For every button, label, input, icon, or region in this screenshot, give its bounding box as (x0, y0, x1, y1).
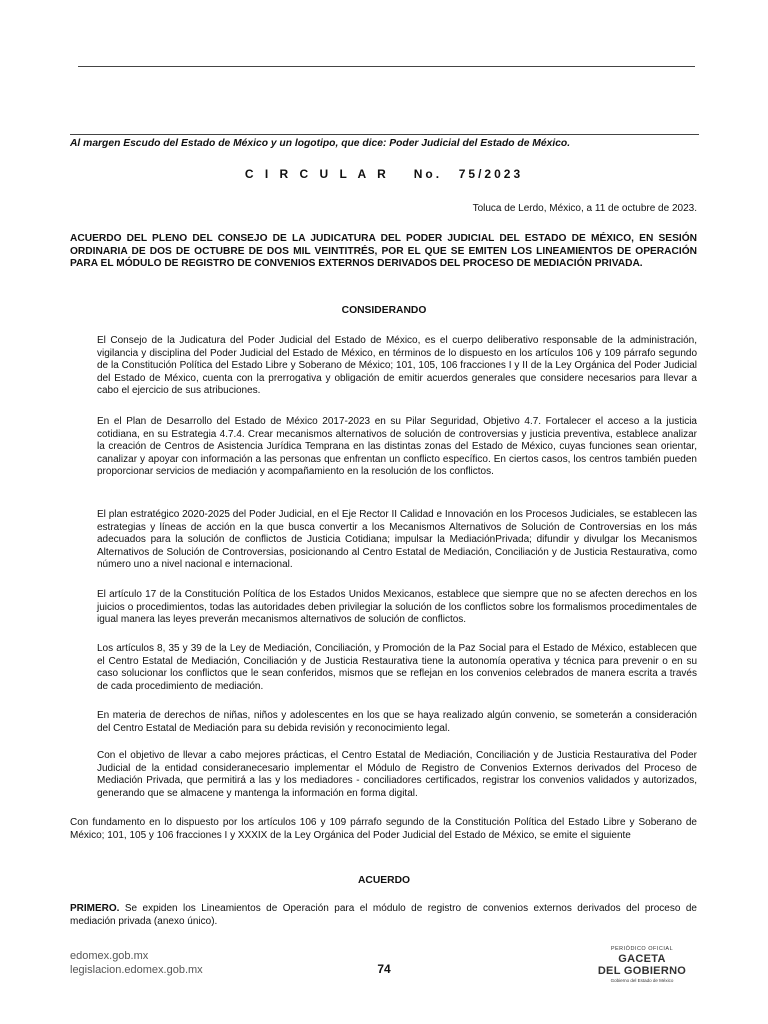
logo-line-2: DEL GOBIERNO (597, 965, 687, 977)
logo-top-text: PERIÓDICO OFICIAL (610, 946, 674, 952)
primero-paragraph (70, 903, 697, 928)
paragraph-7: Con el objetivo de llevar a cabo mejores prácticas, el Centro Estatal de Mediación, Conciliación y de Justicia Restaurativa del Poder Judicial de la entidad consideranecesario implementar el Módulo de Registro de Convenios Externos derivados del Proceso de Mediación Privada, que permitirá a las y los mediadores - conciliadores certificados, registrar los convenios validados y autorizados, generando que se almacene y mantenga la información en forma digital. (97, 750, 697, 799)
logo-bottom-text: Gobierno del Estado de México (610, 978, 674, 983)
footer-site-link[interactable]: legislacion.edomex.gob.mx (70, 963, 203, 976)
agreement-title: ACUERDO DEL PLENO DEL CONSEJO DE LA JUDICATURA DEL PODER JUDICIAL DEL ESTADO DE MÉXICO, EN SESIÓN ORDINARIA DE DOS DE OCTUBRE DE DOS MIL VEINTITRÉS, POR EL QUE SE EMITEN LOS LINEAMIENTOS DE OPERACIÓN PARA EL MÓDULO DE REGISTRO DE CONVENIOS EXTERNOS DERIVADOS DEL PROCESO DE MEDIACIÓN PRIVADA. (70, 233, 697, 270)
considerando-heading: CONSIDERANDO (341, 305, 427, 316)
primero-label: PRIMERO. (70, 903, 120, 914)
margin-note-divider (70, 134, 699, 135)
paragraph-8: Con fundamento en lo dispuesto por los artículos 106 y 109 párrafo segundo de la Constitución Política del Estado Libre y Soberano de México; 101, 105 y 106 fracciones I y XXXIX de la Ley Orgánica del Poder Judicial del Estado de México, se emite el siguiente (70, 817, 697, 841)
paragraph-5: Los artículos 8, 35 y 39 de la Ley de Mediación, Conciliación, y Promoción de la Paz Social para el Estado de México, establecen que el Centro Estatal de Mediación, Conciliación y de Justicia Restaurativa tiene la autonomía operativa y técnica para prevenir o en su caso solucionar los conflictos que le sean conferidos, mismos que se reflejan en los convenios celebrados de manera escrita a través de cada procedimiento de mediación. (97, 643, 697, 692)
gazette-logo (592, 946, 692, 984)
margin-note: Al margen Escudo del Estado de México y un logotipo, que dice: Poder Judicial del Estado de México. (70, 138, 571, 149)
acuerdo-heading: ACUERDO (357, 875, 411, 886)
footer-site-link[interactable]: edomex.gob.mx (70, 950, 149, 962)
primero-text: Se expiden los Lineamientos de Operación para el módulo de registro de convenios externos derivados del proceso de mediación privada (anexo único). (70, 903, 697, 927)
paragraph-4: El artículo 17 de la Constitución Política de los Estados Unidos Mexicanos, establece que siempre que no se afecten derechos en los juicios o procedimientos, todas las autoridades deben privilegiar la solución de los conflictos sobre los formalismos procedimentales de igual manera las leyes preverán mecanismos alternativos de solución de conflictos. (97, 589, 697, 626)
top-divider (78, 66, 695, 67)
circular-title: C I R C U L A R No. 75/2023 (244, 167, 524, 181)
paragraph-2: En el Plan de Desarrollo del Estado de México 2017-2023 en su Pilar Seguridad, Objetivo 4.7. Fortalecer el acceso a la justicia cotidiana, en su Estrategia 4.7.4. Crear mecanismos alternativos de solución de controversias y justicia preventiva, establece analizar la creación de Centros de Asistencia Jurídica Temprana en las distintas zonas del Estado de México, cuyas funciones sean orientar, canalizar y apoyar con información a las personas que enfrentan un conflicto específico. En ciertos casos, los centros también pueden proporcionar servicios de mediación y acompañamiento en la resolución de los conflictos. (97, 416, 697, 478)
paragraph-1: El Consejo de la Judicatura del Poder Judicial del Estado de México, es el cuerpo deliberativo responsable de la administración, vigilancia y disciplina del Poder Judicial del Estado de México, en términos de lo dispuesto en los artículos 106 y 109 párrafo segundo de la Constitución Política del Estado Libre y Soberano de México; 101, 105, 106 fracciones I y II de la Ley Orgánica del Poder Judicial del Estado de México, cuenta con la prerrogativa y obligación de emitir acuerdos generales que considere necesarios para llevar a cabo el ejercicio de sus atribuciones. (97, 335, 697, 397)
page-number: 74 (377, 962, 391, 976)
logo-line-1: GACETA (618, 953, 666, 965)
paragraph-3: El plan estratégico 2020-2025 del Poder Judicial, en el Eje Rector II Calidad e Innovación en los Procesos Judiciales, se establecen las estrategias y líneas de acción en la que busca convertir a los Mecanismos Alternativos de Solución de Controversias en los más adecuados para la solución de conflictos de Justicia Cotidiana; impulsar la MediaciónPrivada; difundir y divulgar los Mecanismos Alternativos de Solución de Controversias, posicionando al Centro Estatal de Mediación, Conciliación y de Justicia Restaurativa, como número uno a nivel nacional e internacional. (97, 509, 697, 571)
date-line: Toluca de Lerdo, México, a 11 de octubre de 2023. (472, 203, 697, 214)
paragraph-6: En materia de derechos de niñas, niños y adolescentes en los que se haya realizado algún convenio, se someterán a consideración del Centro Estatal de Mediación para su debida revisión y reconocimiento legal. (97, 710, 697, 734)
